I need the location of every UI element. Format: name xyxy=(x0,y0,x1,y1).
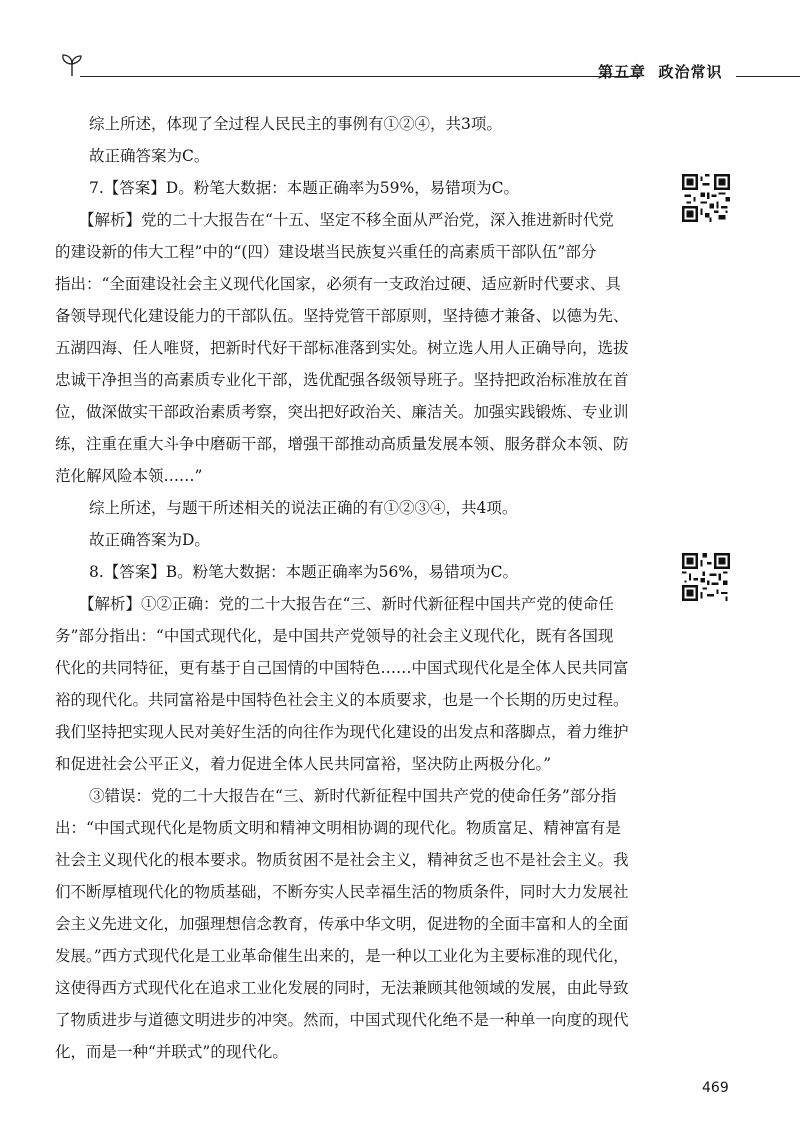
qr-code-graphic xyxy=(682,553,730,601)
question-8-analysis-line: 发展。”西方式现代化是工业革命催生出来的，是一种以工业化为主要标准的现代化， xyxy=(55,947,629,965)
header-rule xyxy=(80,76,640,77)
question-8-analysis-line: 裕的现代化。共同富裕是中国特色社会主义的本质要求，也是一个长期的历史过程。 xyxy=(55,691,629,709)
qr-code-icon[interactable] xyxy=(682,553,730,601)
question-8-analysis-line: 【解析】①②正确：党的二十大报告在“三、新时代新征程中国共产党的使命任 xyxy=(79,595,614,613)
qr-code-icon[interactable] xyxy=(682,174,730,222)
page-body xyxy=(55,108,681,1068)
question-8-analysis-line: 出：“中国式现代化是物质文明和精神文明相协调的现代化。物质富足、精神富有是 xyxy=(55,819,621,837)
question-8-analysis-line: 我们坚持把实现人民对美好生活的向往作为现代化建设的出发点和落脚点，着力维护 xyxy=(55,723,629,741)
qr-code-graphic xyxy=(682,174,730,222)
paragraph: 故正确答案为C。 xyxy=(89,147,210,165)
question-8-analysis-line: 了物质进步与道德文明进步的冲突。然而，中国式现代化绝不是一种单一向度的现代 xyxy=(55,1011,629,1029)
question-8-answer: 8.【答案】B。粉笔大数据：本题正确率为56%，易错项为C。 xyxy=(89,563,518,581)
question-8-analysis-line: 代化的共同特征，更有基于自己国情的中国特色……中国式现代化是全体人民共同富 xyxy=(55,659,629,677)
paragraph: 综上所述，与题干所述相关的说法正确的有①②③④，共4项。 xyxy=(89,499,518,517)
question-8-analysis-line: 们不断厚植现代化的物质基础，不断夯实人民幸福生活的物质条件，同时大力发展社 xyxy=(55,883,629,901)
question-7-analysis-line: 练，注重在重大斗争中磨砺干部，增强干部推动高质量发展本领、服务群众本领、防 xyxy=(55,435,629,453)
page-number: 469 xyxy=(702,1080,729,1096)
question-8-analysis-line: 这使得西方式现代化在追求工业化发展的同时，无法兼顾其他领域的发展，由此导致 xyxy=(55,979,629,997)
section-title: 政治常识 xyxy=(658,63,723,81)
question-8-analysis-line: 化，而是一种“并联式”的现代化。 xyxy=(55,1043,288,1061)
question-8-analysis-line: 社会主义现代化的根本要求。物质贫困不是社会主义，精神贫乏也不是社会主义。我 xyxy=(55,851,629,869)
question-7-answer: 7.【答案】D。粉笔大数据：本题正确率为59%，易错项为C。 xyxy=(89,179,520,197)
paragraph: 综上所述，体现了全过程人民民主的事例有①②④，共3项。 xyxy=(89,115,502,133)
paragraph: 故正确答案为D。 xyxy=(89,531,210,549)
page-header xyxy=(60,52,760,88)
sprout-icon xyxy=(60,52,84,78)
question-7-analysis-line: 的建设新的伟大工程”中的“(四）建设堪当民族复兴重任的高素质干部队伍”部分 xyxy=(55,243,597,261)
question-7-analysis-line: 五湖四海、任人唯贤，把新时代好干部标准落到实处。树立选人用人正确导向，选拔 xyxy=(55,339,629,357)
header-rule-right xyxy=(736,76,800,77)
question-7-analysis-line: 【解析】党的二十大报告在“十五、坚定不移全面从严治党，深入推进新时代党 xyxy=(79,211,614,229)
question-7-analysis-line: 范化解风险本领……” xyxy=(55,467,203,485)
question-8-analysis-line: 务”部分指出：“中国式现代化，是中国共产党领导的社会主义现代化，既有各国现 xyxy=(55,627,614,645)
question-7-analysis-line: 位，做深做实干部政治素质考察，突出把好政治关、廉洁关。加强实践锻炼、专业训 xyxy=(55,403,629,421)
question-7-analysis-line: 备领导现代化建设能力的干部队伍。坚持党管干部原则，坚持德才兼备、以德为先、 xyxy=(55,307,629,325)
chapter-number: 第五章 xyxy=(598,63,647,81)
question-8-analysis-line: ③错误：党的二十大报告在“三、新时代新征程中国共产党的使命任务”部分指 xyxy=(89,787,617,805)
question-8-analysis-line: 和促进社会公平正义，着力促进全体人民共同富裕，坚决防止两极分化。” xyxy=(55,755,552,773)
chapter-title xyxy=(598,61,722,82)
question-8-analysis-line: 会主义先进文化，加强理想信念教育，传承中华文明，促进物的全面丰富和人的全面 xyxy=(55,915,629,933)
question-7-analysis-line: 忠诚干净担当的高素质专业化干部，选优配强各级领导班子。坚持把政治标准放在首 xyxy=(55,371,629,389)
question-7-analysis-line: 指出：“全面建设社会主义现代化国家，必须有一支政治过硬、适应新时代要求、具 xyxy=(55,275,621,293)
